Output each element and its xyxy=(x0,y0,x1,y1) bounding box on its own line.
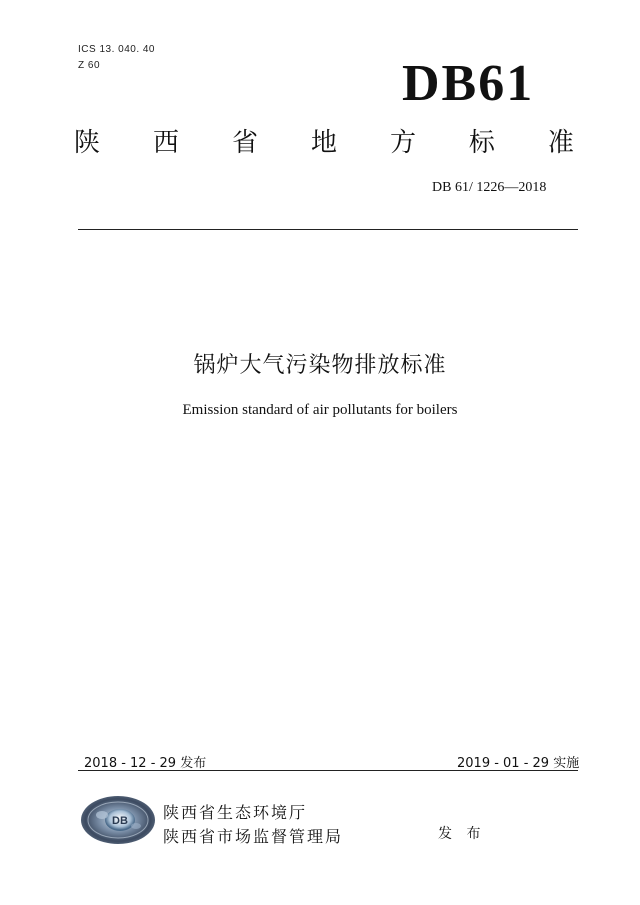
bottom-divider xyxy=(78,770,578,771)
standard-number: DB 61/ 1226—2018 xyxy=(432,180,547,195)
authority-char: 省 xyxy=(231,128,258,158)
title-english: Emission standard of air pollutants for boilers xyxy=(182,402,458,418)
ics-code: ICS 13. 040. 40 xyxy=(78,44,155,55)
issuer-environment-dept: 陕西省生态环境厅 xyxy=(163,803,308,822)
issuing-authorities xyxy=(163,801,343,849)
authority-heading xyxy=(74,130,574,156)
ccs-code: Z 60 xyxy=(78,60,101,71)
seal-text: DB xyxy=(112,815,128,827)
hologram-seal-icon xyxy=(80,795,156,845)
top-divider xyxy=(78,229,578,230)
title-chinese: 锅炉大气污染物排放标准 xyxy=(193,353,447,378)
authority-char: 方 xyxy=(389,128,416,158)
issue-date: 2018 - 12 - 29 发布 xyxy=(84,756,207,771)
issuer-market-supervision: 陕西省市场监督管理局 xyxy=(163,827,344,846)
db61-logo: DB61 xyxy=(402,55,535,112)
authority-char: 西 xyxy=(152,128,179,158)
authority-char: 陕 xyxy=(74,128,101,158)
implementation-date: 2019 - 01 - 29 实施 xyxy=(457,756,580,771)
authority-char: 标 xyxy=(468,128,495,158)
authority-char: 准 xyxy=(547,128,574,158)
authority-char: 地 xyxy=(310,128,337,158)
publish-label: 发 布 xyxy=(438,826,486,842)
